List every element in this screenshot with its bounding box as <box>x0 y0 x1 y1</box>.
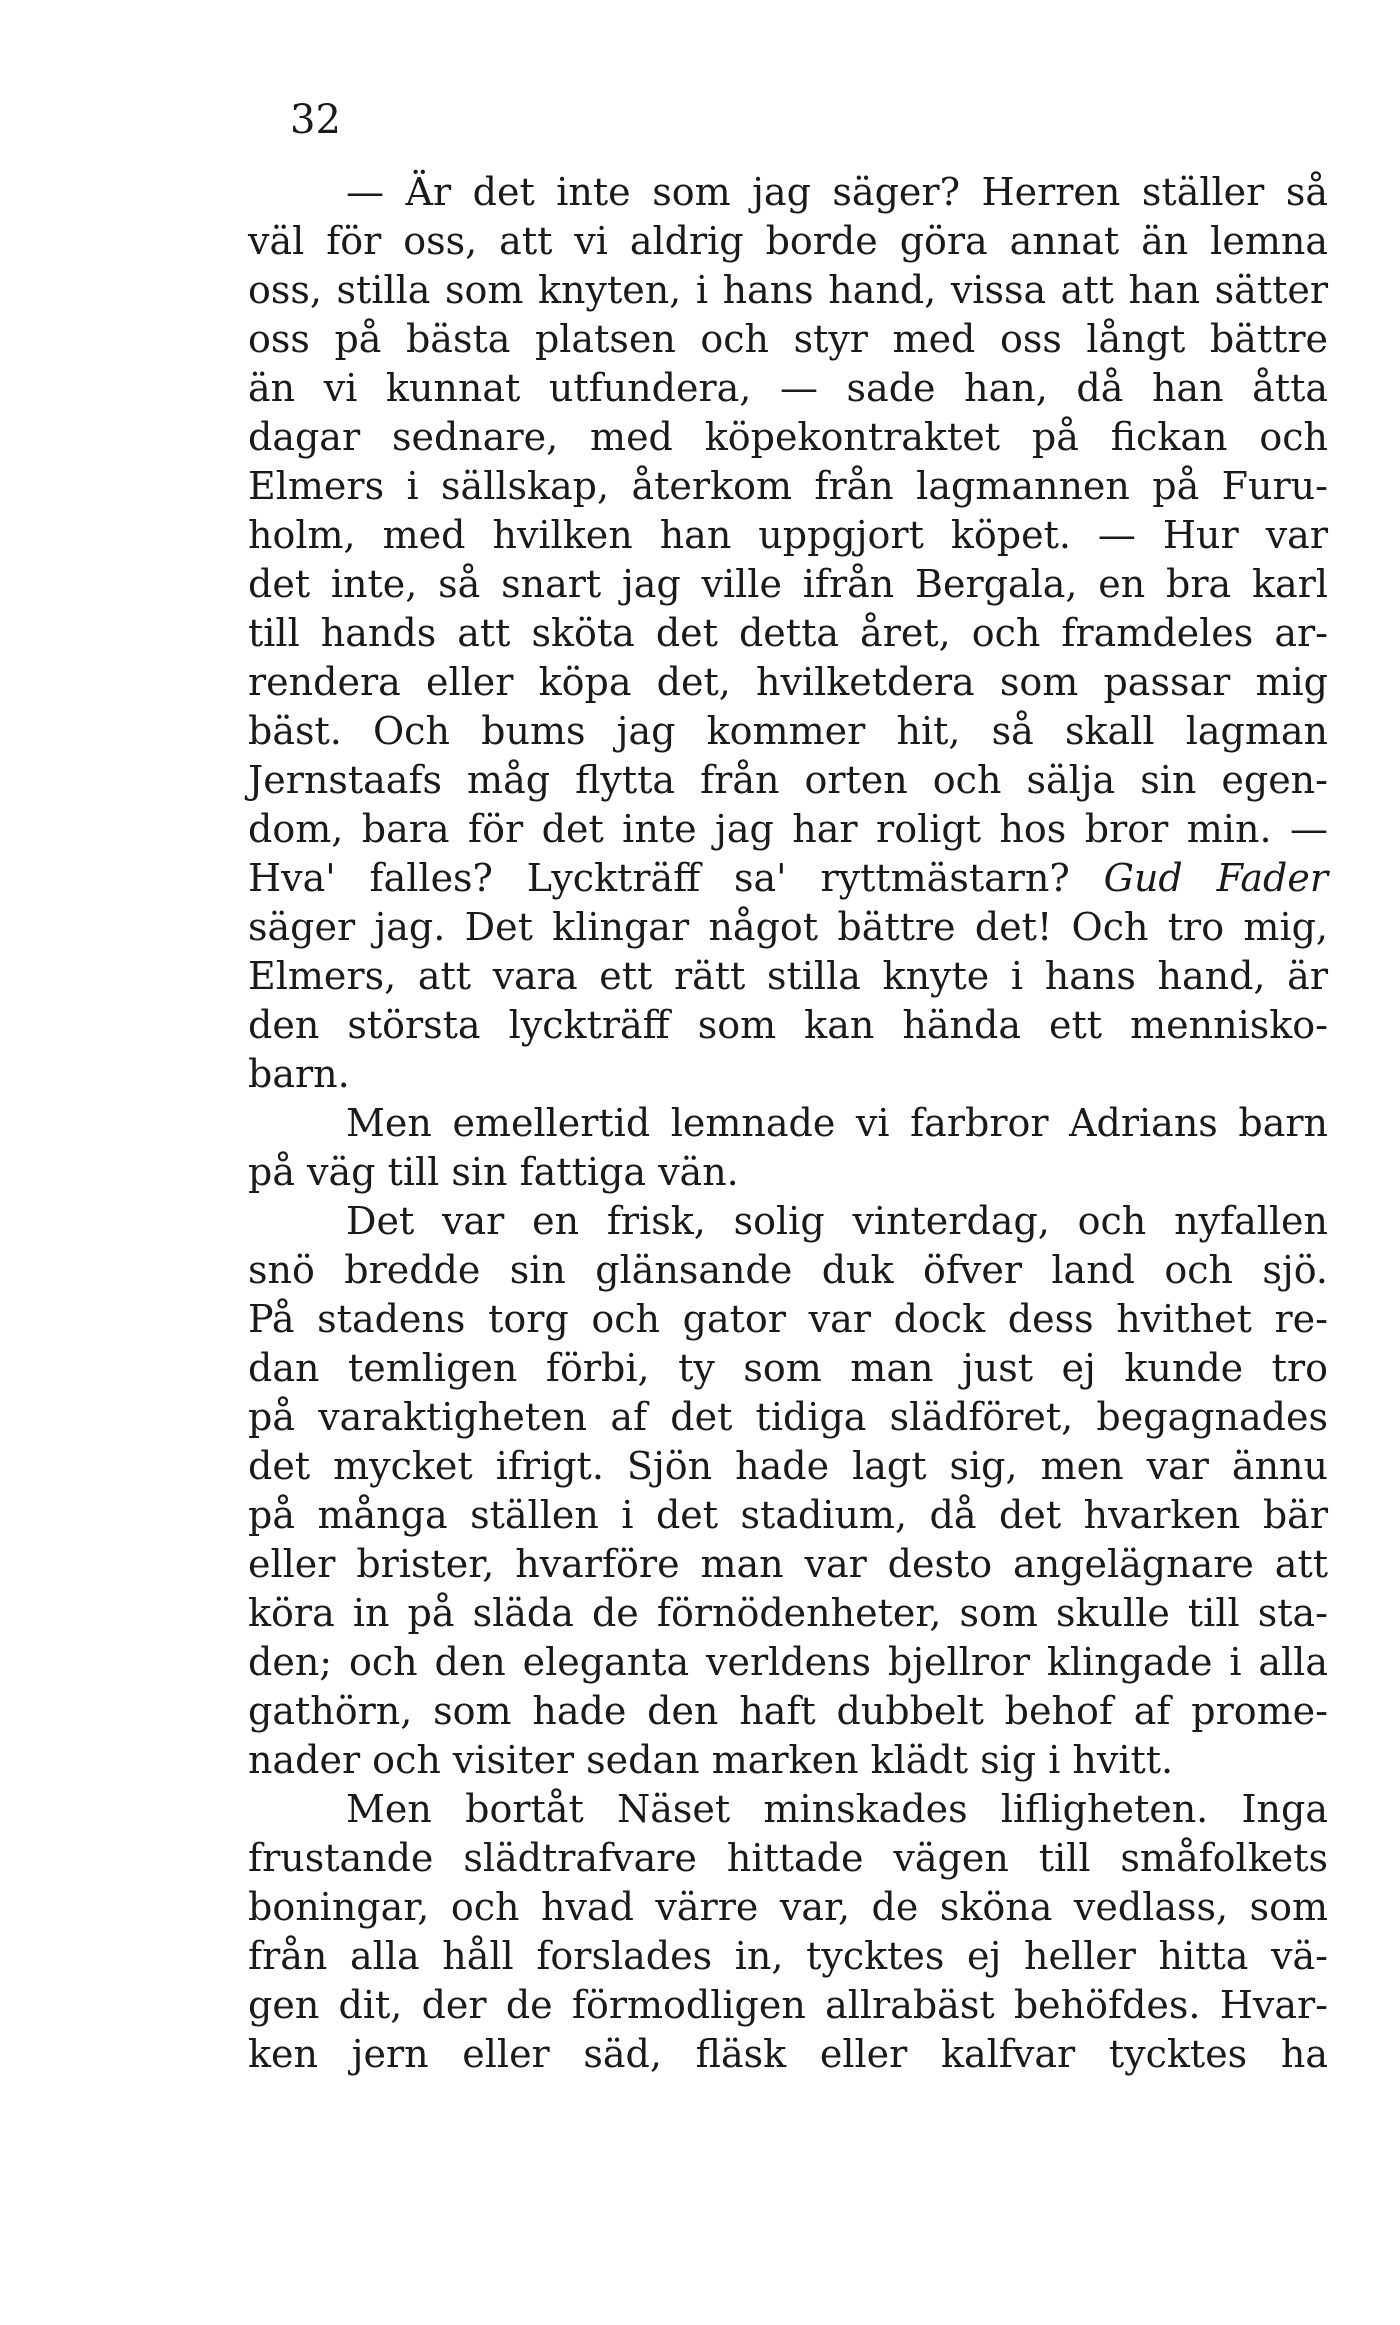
text-line: rendera eller köpa det, hvilketdera som passar mig <box>248 660 1328 704</box>
text-line: Elmers, att vara ett rätt stilla knyte i hans hand, är <box>248 954 1328 998</box>
text-line: Men bortåt Näset minskades lifligheten. Inga <box>346 1787 1328 1831</box>
text-line: på väg till sin fattiga vän. <box>248 1150 739 1194</box>
text-line: köra in på släda de förnödenheter, som skulle till sta- <box>248 1591 1328 1635</box>
text-line: till hands att sköta det detta året, och framdeles ar- <box>248 611 1328 655</box>
text-line: ken jern eller säd, fläsk eller kalfvar tycktes ha <box>248 2032 1328 2076</box>
text-line: den största lyckträff som kan hända ett mennisko- <box>248 1003 1328 1047</box>
text-line: på varaktigheten af det tidiga slädföret, begagnades <box>248 1395 1328 1439</box>
text-line: väl för oss, att vi aldrig borde göra annat än lemna <box>248 219 1328 263</box>
text-line: nader och visiter sedan marken klädt sig i hvitt. <box>248 1738 1174 1782</box>
text-line: holm, med hvilken han uppgjort köpet. — Hur var <box>248 513 1328 557</box>
text-line: barn. <box>248 1052 350 1096</box>
text-line: gathörn, som hade den haft dubbelt behof af prome- <box>248 1689 1328 1733</box>
text-line: från alla håll forslades in, tycktes ej heller hitta vä- <box>248 1934 1328 1978</box>
text-line: det inte, så snart jag ville ifrån Bergala, en bra karl <box>248 562 1328 606</box>
text-line: snö bredde sin glänsande duk öfver land och sjö. <box>248 1248 1328 1292</box>
text-line: frustande slädtrafvare hittade vägen till småfolkets <box>248 1836 1328 1880</box>
text-line: dagar sednare, med köpekontraktet på fickan och <box>248 415 1328 459</box>
text-line: eller brister, hvarföre man var desto angelägnare att <box>248 1542 1328 1586</box>
text-line: den; och den eleganta verldens bjellror klingade i alla <box>248 1640 1328 1684</box>
text-line: Men emellertid lemnade vi farbror Adrians barn <box>346 1101 1328 1145</box>
text-line: än vi kunnat utfundera, — sade han, då han åtta <box>248 366 1328 410</box>
page-number: 32 <box>290 97 341 143</box>
body-text <box>248 168 1328 2079</box>
text-line: dan temligen förbi, ty som man just ej kunde tro <box>248 1346 1328 1390</box>
text-line: bäst. Och bums jag kommer hit, så skall lagman <box>248 709 1328 753</box>
text-line: på många ställen i det stadium, då det hvarken bär <box>248 1493 1328 1537</box>
text-line: Hva' falles? Lyckträff sa' ryttmästarn? Gud Fader <box>248 856 1329 900</box>
text-line: oss på bästa platsen och styr med oss långt bättre <box>248 317 1328 361</box>
text-line: Jernstaafs måg flytta från orten och sälja sin egen- <box>248 758 1328 802</box>
text-line: gen dit, der de förmodligen allrabäst behöfdes. Hvar- <box>248 1983 1328 2027</box>
text-line: — Är det inte som jag säger? Herren ställer så <box>346 170 1328 214</box>
text-line: boningar, och hvad värre var, de sköna vedlass, som <box>248 1885 1328 1929</box>
text-line: På stadens torg och gator var dock dess hvithet re- <box>248 1297 1328 1341</box>
text-line: Elmers i sällskap, återkom från lagmannen på Furu- <box>248 464 1328 508</box>
text-line: dom, bara för det inte jag har roligt hos bror min. — <box>248 807 1328 851</box>
text-line: oss, stilla som knyten, i hans hand, vissa att han sätter <box>248 268 1328 312</box>
text-line: Det var en frisk, solig vinterdag, och nyfallen <box>346 1199 1328 1243</box>
text-line: säger jag. Det klingar något bättre det! Och tro mig, <box>248 905 1328 949</box>
text-line: det mycket ifrigt. Sjön hade lagt sig, men var ännu <box>248 1444 1328 1488</box>
